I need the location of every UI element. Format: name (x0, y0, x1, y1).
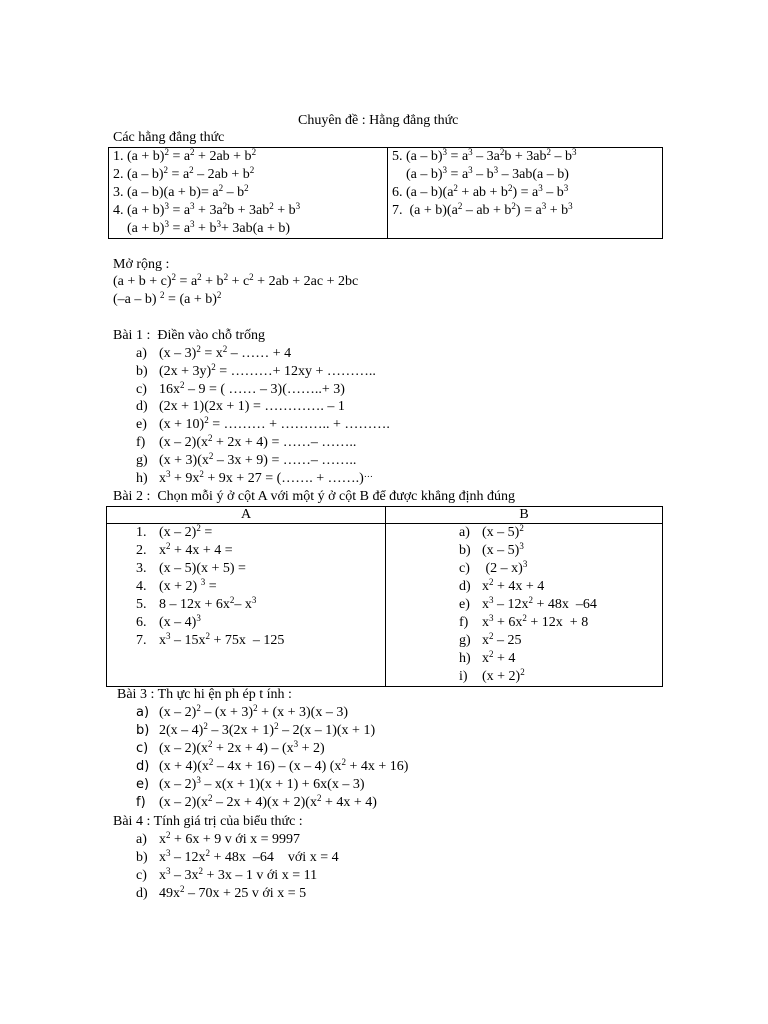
column-b-item (390, 596, 658, 614)
item-label: c) (459, 561, 470, 576)
item-expression: $x^3 - 12x^2 + 48x$ –64 với x = 4 (159, 848, 339, 865)
item-label: 5. (136, 597, 147, 612)
item-label: d) (136, 886, 148, 901)
item-expression: $x^3 - 12x^2 + 48x$ –64 (482, 595, 597, 612)
item-expression: (x – 5)$^2$ (482, 523, 524, 540)
extension-line: $(a + b + c)^2 = a^2 + b^2 + c^2 + 2ab + 2ac + 2bc$ (113, 272, 359, 289)
item-label: g) (136, 452, 148, 468)
column-b-header: B (386, 507, 663, 524)
item-expression: $(2x + 3y)^2$ = ………+ 12xy + ……….. (159, 361, 376, 379)
exercise-1-item (136, 379, 345, 398)
item-expression: $(x - 2)(x^2 + 2x + 4)$ = ……– …….. (159, 433, 357, 450)
item-expression: $(x - 2)^2 - (x + 3)^2 + (x + 3)(x - 3)$ (159, 703, 349, 720)
item-label: 4. (136, 579, 147, 594)
item-expression: (x – 5)$^3$ (482, 541, 524, 558)
exercise-3-item (136, 723, 375, 739)
item-expression: $x^2 + 4$ (482, 649, 516, 666)
item-expression: $x^2 - 25$ (482, 631, 522, 648)
exercise-1-item (136, 361, 376, 380)
identities-heading: Các hằng đẳng thức (113, 130, 225, 145)
item-label: f) (136, 435, 146, 450)
item-label: c) (136, 741, 149, 756)
item-label: a) (136, 705, 150, 720)
item-label: a) (136, 832, 147, 847)
column-a-item (111, 542, 381, 560)
exercise-1-item (136, 450, 357, 469)
item-expression: $(x + 10)^2$ = ……… + ……….. + ………. (159, 415, 390, 433)
item-label: b) (136, 723, 150, 738)
exercise-2-heading: Bài 2 : Chọn mỗi ý ở cột A với một ý ở cột B để được khẳng định đúng (113, 489, 515, 504)
exercise-1-item (136, 399, 345, 415)
item-label: d) (136, 759, 150, 774)
identity-line: 3. $(a - b)(a + b)= a^2 - b^2$ (113, 183, 249, 200)
identity-line: 4. $(a + b)^3 = a^3 + 3a^2b + 3ab^2 + b^3$ (113, 201, 301, 218)
item-expression: $8 - 12x + 6x^2-$ $x^3$ (159, 595, 257, 612)
item-label: b) (459, 543, 471, 558)
extension-line: (–a – b) $^2 = (a + b)^2$ (113, 290, 222, 307)
exercise-4-item (136, 832, 300, 848)
column-a-item (111, 614, 381, 632)
item-label: h) (459, 651, 471, 666)
column-a-item (111, 596, 381, 614)
extension-heading: Mở rộng : (113, 257, 170, 272)
exercise-1-item (136, 435, 356, 451)
item-expression: (x – 5)(x + 5) = (159, 561, 246, 576)
exercise-3-item (136, 777, 365, 793)
identity-line: 1. $(a + b)^2 = a^2 + 2ab + b^2$ (113, 147, 257, 164)
item-label: a) (136, 346, 147, 361)
column-b-item (390, 668, 658, 686)
item-label: d) (459, 579, 471, 594)
exercise-1-item (136, 346, 291, 362)
item-expression: $x^3 - 15x^2 + 75x - 125$ (159, 631, 285, 648)
identity-line: $(a - b)^3 = a^3 - b^3 - 3ab(a - b)$ (392, 165, 569, 182)
exercise-3-item (136, 795, 377, 811)
exercise-3-heading: Bài 3 : Th ực hi ện ph ép t ính : (117, 687, 292, 702)
item-expression: $x^2 + 4x + 4$ (482, 577, 545, 594)
item-expression: (2x + 1)(2x + 1) = …………. – 1 (159, 399, 345, 415)
item-label: e) (136, 777, 150, 792)
item-expression: $x^2 + 6x + 9$ v ới x = 9997 (159, 830, 300, 847)
item-expression: $49x^2 - 70x + 25$ v ới x = 5 (159, 884, 307, 901)
item-label: g) (459, 633, 471, 648)
item-label: 3. (136, 561, 147, 576)
item-label: 7. (136, 633, 147, 648)
column-a-cell (107, 524, 386, 687)
item-label: d) (136, 399, 148, 415)
item-label: 6. (136, 615, 147, 630)
identity-line: $(a + b)^3 = a^3 + b^3+ 3ab(a + b)$ (113, 219, 290, 236)
item-label: a) (459, 525, 470, 540)
item-label: e) (459, 597, 470, 612)
column-a-item (111, 560, 381, 578)
item-label: b) (136, 363, 148, 379)
page-title: Chuyên đề : Hằng đẳng thức (298, 113, 459, 128)
exercise-4-item (136, 868, 317, 884)
identities-right-cell (388, 148, 663, 239)
matching-table (106, 506, 663, 687)
item-label: i) (459, 669, 468, 684)
item-expression: $x^3 + 9x^2 + 9x + 27$ = (……. + …….)… (159, 468, 373, 486)
item-label: 1. (136, 525, 147, 540)
identities-table (108, 147, 663, 239)
column-b-cell (386, 524, 663, 687)
item-expression: $x^3 + 6x^2 + 12x + 8$ (482, 613, 589, 630)
exercise-4-item (136, 850, 339, 866)
item-label: f) (136, 795, 146, 810)
item-expression: (x – 2)$^2$ = (159, 523, 213, 540)
item-expression: $(x - 2)(x^2 - 2x + 4)(x + 2)(x^2 + 4x + 4)$ (159, 793, 377, 810)
item-expression: $(x + 2)^2$ (482, 667, 525, 684)
item-label: 2. (136, 543, 147, 558)
identity-line: 2. $(a - b)^2 = a^2 - 2ab + b^2$ (113, 165, 255, 182)
exercise-1-heading: Bài 1 : Điền vào chỗ trống (113, 328, 266, 343)
item-label: c) (136, 381, 147, 397)
identity-line: 6. $(a - b)(a^2$ + ab + $b^2) = a^3 - b^3$ (392, 183, 569, 200)
exercise-4-heading: Bài 4 : Tính giá trị của biểu thức : (113, 814, 303, 829)
exercise-3-item (136, 759, 408, 775)
identity-line: 7. $(a + b)(a^2$ – ab + $b^2) = a^3 + b^3$ (392, 201, 573, 218)
column-b-item (390, 524, 658, 542)
column-b-item (390, 650, 658, 668)
exercise-1-item (136, 468, 373, 487)
item-expression: (x – 4)$^3$ (159, 613, 201, 630)
item-expression: $(x + 4)(x^2 - 4x + 16) - (x - 4)$ $(x^2 + 4x + 16)$ (159, 757, 409, 774)
column-b-item (390, 560, 658, 578)
item-label: f) (459, 615, 469, 630)
exercise-4-item (136, 886, 306, 902)
item-expression: (2 – x)$^3$ (482, 559, 528, 576)
column-b-item (390, 578, 658, 596)
exercise-3-item (136, 705, 348, 721)
item-expression: $(x + 3)(x^2 - 3x + 9)$ = ……– …….. (159, 450, 357, 468)
column-a-item (111, 524, 381, 542)
item-label: c) (136, 868, 147, 883)
item-label: b) (136, 850, 148, 865)
column-b-item (390, 614, 658, 632)
column-b-item (390, 632, 658, 650)
exercise-3-item (136, 741, 325, 757)
item-expression: (x – 2)$^3$ – x(x + 1)(x + 1) + 6x(x – 3) (159, 775, 365, 792)
item-label: h) (136, 470, 148, 486)
item-expression: $2(x - 4)^2 - 3(2x + 1)^2 - 2(x - 1)(x + 1)$ (159, 721, 376, 738)
item-expression: (x + 2) $^3$ = (159, 577, 217, 594)
item-expression: $x^3 - 3x^2 + 3x - 1$ v ới x = 11 (159, 866, 318, 883)
exercise-1-item (136, 417, 390, 433)
column-a-item (111, 578, 381, 596)
column-a-header: A (107, 507, 386, 524)
identity-line: 5. $(a - b)^3 = a^3 - 3a^2b + 3ab^2 - b^3$ (392, 147, 577, 164)
item-expression: $(x - 2)(x^2 + 2x + 4) - (x^3 + 2)$ (159, 739, 325, 756)
column-b-item (390, 542, 658, 560)
item-expression: $x^2 + 4x + 4$ = (159, 541, 233, 558)
item-expression: $16x^2 - 9$ = ( …… – 3)(……..+ 3) (159, 379, 345, 397)
column-a-item (111, 632, 381, 650)
item-label: e) (136, 417, 147, 433)
identities-left-cell (109, 148, 388, 239)
item-expression: $(x - 3)^2 = x^2$ – …… + 4 (159, 344, 292, 361)
